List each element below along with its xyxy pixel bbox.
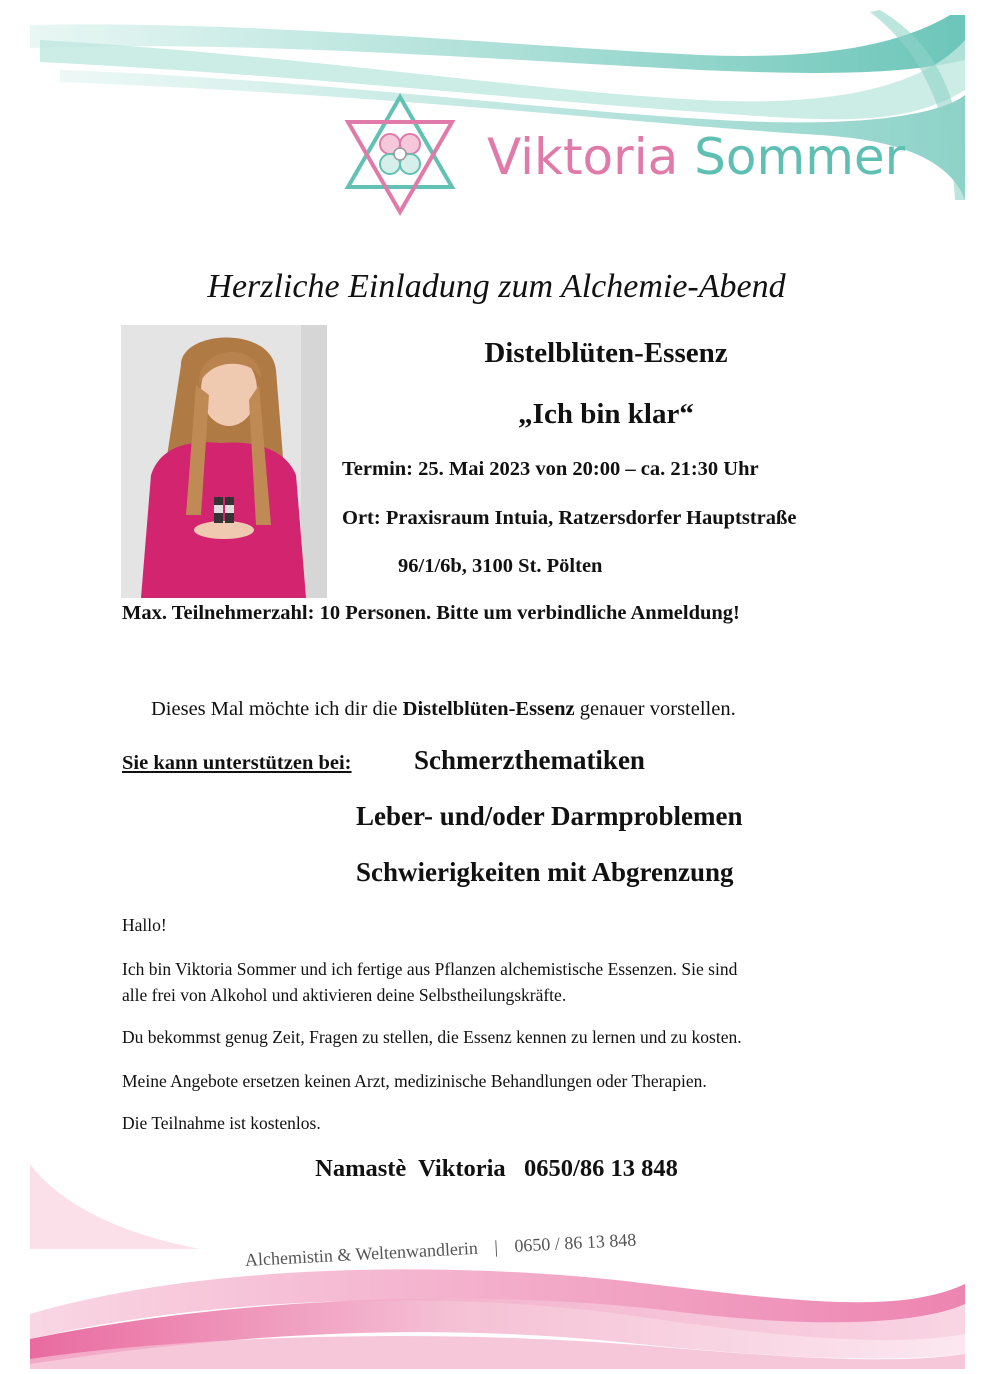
signature-line: Namastè Viktoria 0650/86 13 848 [315, 1155, 678, 1182]
paragraph-intro-line1: Ich bin Viktoria Sommer und ich fertige aus Pflanzen alchemistische Essenzen. Sie sind [122, 959, 738, 979]
greeting: Hallo! [122, 915, 167, 935]
support-item: Schwierigkeiten mit Abgrenzung [356, 857, 734, 887]
event-location: Ort: Praxisraum Intuia, Ratzersdorfer Hauptstraße [342, 507, 797, 529]
intro-bold: Distelblüten-Essenz [402, 698, 575, 720]
invitation-title: Herzliche Einladung zum Alchemie-Abend [207, 268, 786, 305]
portrait-photo [121, 325, 327, 598]
intro-after: genauer vorstellen. [574, 698, 736, 720]
event-address: 96/1/6b, 3100 St. Pölten [398, 555, 603, 577]
max-participants: Max. Teilnehmerzahl: 10 Personen. Bitte um verbindliche Anmeldung! [122, 602, 740, 624]
support-item: Leber- und/oder Darmproblemen [356, 801, 743, 831]
bottom-wave-decoration [0, 1164, 987, 1374]
brand-name [487, 128, 905, 186]
footer-title: Alchemistin & Weltenwandlerin [244, 1237, 479, 1270]
brand-first-name: Viktoria [487, 128, 679, 186]
star-heart-logo-icon [340, 92, 460, 217]
event-date: Termin: 25. Mai 2023 von 20:00 – ca. 21:30 Uhr [342, 458, 759, 480]
paragraph-free: Die Teilnahme ist kostenlos. [122, 1113, 321, 1133]
footer-phone: 0650 / 86 13 848 [513, 1229, 637, 1256]
footer-separator: | [493, 1236, 499, 1257]
brand-last-name: Sommer [694, 128, 906, 186]
paragraph-disclaimer: Meine Angebote ersetzen keinen Arzt, medizinische Behandlungen oder Therapien. [122, 1071, 707, 1091]
support-label: Sie kann unterstützen bei: [122, 752, 352, 774]
motto-heading: „Ich bin klar“ [518, 398, 694, 430]
support-item: Schmerzthematiken [414, 745, 645, 775]
paragraph-intro-line2: alle frei von Alkohol und aktivieren deine Selbstheilungskräfte. [122, 985, 567, 1005]
paragraph-time: Du bekommst genug Zeit, Fragen zu stellen, die Essenz kennen zu lernen und zu kosten. [122, 1027, 742, 1047]
intro-text [151, 698, 736, 721]
essence-heading: Distelblüten-Essenz [484, 337, 728, 369]
intro-before: Dieses Mal möchte ich dir die [151, 698, 403, 720]
